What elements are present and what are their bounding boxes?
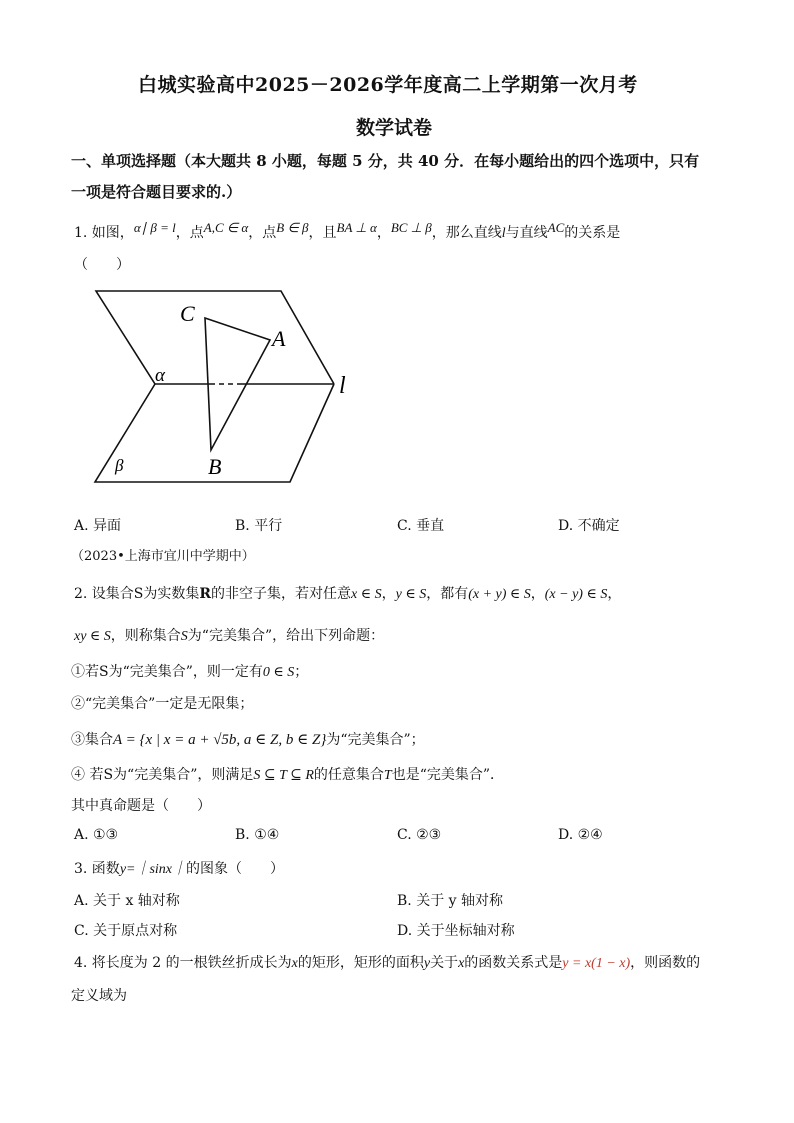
q2-stem-line1 bbox=[74, 583, 621, 603]
q2-text: 2. 设集合S为实数集 bbox=[74, 586, 200, 602]
q4-text: 4. 将长度为 2 的一根铁丝折成长为 bbox=[74, 955, 292, 971]
q1-text: ，点 bbox=[175, 225, 204, 241]
q3-option-a[interactable]: A. 关于 x 轴对称 bbox=[74, 893, 180, 909]
q4-text: 的矩形，矩形的面积 bbox=[297, 955, 424, 971]
q2-statement-3 bbox=[71, 729, 425, 749]
q2-option-a[interactable]: A. ①③ bbox=[74, 827, 119, 843]
label-B: B bbox=[208, 454, 222, 479]
q2-question: 其中真命题是（ ） bbox=[71, 798, 211, 814]
q2-text: ①若S为“完美集合”，则一定有 bbox=[71, 664, 263, 680]
q1-answer-paren: （ ） bbox=[74, 257, 130, 273]
q4-stem bbox=[74, 952, 700, 972]
label-alpha: α bbox=[155, 365, 165, 386]
label-l: l bbox=[339, 373, 346, 399]
q2-math: y ∈ S bbox=[395, 587, 427, 602]
q2-math: S bbox=[180, 629, 188, 644]
q2-text: ， bbox=[381, 586, 396, 602]
q2-text: ； bbox=[294, 664, 309, 680]
q3-option-c[interactable]: C. 关于原点对称 bbox=[74, 923, 178, 939]
q1-math: BA ⊥ α bbox=[336, 220, 377, 235]
q2-option-d[interactable]: D. ②④ bbox=[558, 827, 603, 843]
q1-option-c[interactable]: C. 垂直 bbox=[397, 518, 445, 534]
q1-stem bbox=[74, 222, 620, 242]
q1-text: 与直线 bbox=[505, 225, 548, 241]
q2-math: xy ∈ S bbox=[74, 629, 111, 644]
q2-statement-1 bbox=[71, 661, 308, 681]
q3-stem bbox=[74, 858, 284, 878]
section-heading: 一、单项选择题（本大题共 8 小题，每题 5 分，共 40 分．在每小题给出的四个选项中，只有 bbox=[71, 152, 700, 170]
q3-text: 3. 函数 bbox=[74, 861, 120, 877]
exam-title: 白城实验高中2025－2026学年度高二上学期第一次月考 bbox=[138, 74, 638, 96]
q1-math: BC ⊥ β bbox=[390, 220, 432, 235]
plane-alpha bbox=[96, 291, 334, 384]
q1-math: AC bbox=[547, 220, 565, 235]
q2-real-set: R bbox=[199, 586, 212, 602]
q2-text: 的非空子集，若对任意 bbox=[211, 586, 352, 602]
q2-source: （2023•上海市宜川中学期中） bbox=[71, 549, 255, 564]
q1-text: ， bbox=[376, 225, 391, 241]
q2-math: T bbox=[383, 768, 392, 783]
section-heading-cont: 一项是符合题目要求的.） bbox=[71, 183, 242, 201]
q2-option-b[interactable]: B. ①④ bbox=[235, 827, 280, 843]
q4-function-expression: y = x(1 − x) bbox=[562, 956, 631, 971]
q4-math: y bbox=[423, 956, 431, 971]
q2-text: ④ 若S为“完美集合”，则满足 bbox=[71, 767, 254, 783]
q1-option-d[interactable]: D. 不确定 bbox=[558, 518, 620, 534]
q2-math: A = {x | x = a + √5b, a ∈ Z, b ∈ Z} bbox=[113, 732, 327, 748]
q2-text: ， bbox=[607, 586, 622, 602]
q2-text: ③集合 bbox=[71, 732, 113, 748]
q2-stem-line2 bbox=[74, 625, 384, 645]
q4-math: x bbox=[291, 956, 298, 971]
q1-math: l bbox=[501, 226, 506, 241]
q2-math: S ⊆ T ⊆ R bbox=[253, 768, 314, 783]
q2-math: x ∈ S bbox=[351, 587, 382, 602]
q2-text: 为“完美集合”，给出下列命题： bbox=[187, 628, 385, 644]
q3-option-b[interactable]: B. 关于 y 轴对称 bbox=[397, 893, 503, 909]
q2-math: (x + y) ∈ S bbox=[468, 587, 531, 602]
q2-text: ，则称集合 bbox=[110, 628, 181, 644]
q4-stem-cont: 定义域为 bbox=[71, 988, 127, 1004]
q2-option-c[interactable]: C. ②③ bbox=[397, 827, 442, 843]
exam-subtitle: 数学试卷 bbox=[356, 117, 433, 139]
q1-math: α∣ β = l bbox=[133, 220, 176, 235]
q4-text: 关于 bbox=[430, 955, 459, 971]
q2-math: (x − y) ∈ S bbox=[544, 587, 608, 602]
q4-math: x bbox=[458, 956, 465, 971]
q3-math: y=｜sinx｜ bbox=[119, 862, 187, 877]
q3-option-d[interactable]: D. 关于坐标轴对称 bbox=[397, 923, 515, 939]
q1-text: ，点 bbox=[248, 225, 277, 241]
q2-text: ， bbox=[530, 586, 545, 602]
q4-text: ，则函数的 bbox=[630, 955, 701, 971]
q1-text: ，且 bbox=[308, 225, 337, 241]
q1-option-b[interactable]: B. 平行 bbox=[235, 518, 283, 534]
q2-statement-2: ②“完美集合”一定是无限集； bbox=[71, 696, 254, 712]
q3-text: 的图象（ ） bbox=[186, 861, 285, 877]
q4-text: 的函数关系式是 bbox=[464, 955, 563, 971]
q2-text: ，都有 bbox=[426, 586, 469, 602]
q1-math: A,C ∈ α bbox=[203, 220, 249, 235]
q2-math: 0 ∈ S bbox=[262, 665, 295, 680]
label-A: A bbox=[272, 326, 286, 351]
label-C: C bbox=[180, 301, 195, 326]
q1-text: ，那么直线 bbox=[431, 225, 502, 241]
label-beta: β bbox=[115, 456, 124, 475]
q2-statement-4 bbox=[71, 764, 504, 784]
q1-text: 的关系是 bbox=[564, 225, 621, 241]
q2-text: 的任意集合 bbox=[313, 767, 384, 783]
q1-option-a[interactable]: A. 异面 bbox=[74, 518, 122, 534]
q1-figure bbox=[85, 285, 360, 490]
q1-math: B ∈ β bbox=[276, 220, 309, 235]
q2-text: 为“完美集合”； bbox=[326, 732, 425, 748]
q1-text: 1. 如图， bbox=[74, 225, 134, 241]
q2-text: 也是“完美集合”． bbox=[391, 767, 505, 783]
